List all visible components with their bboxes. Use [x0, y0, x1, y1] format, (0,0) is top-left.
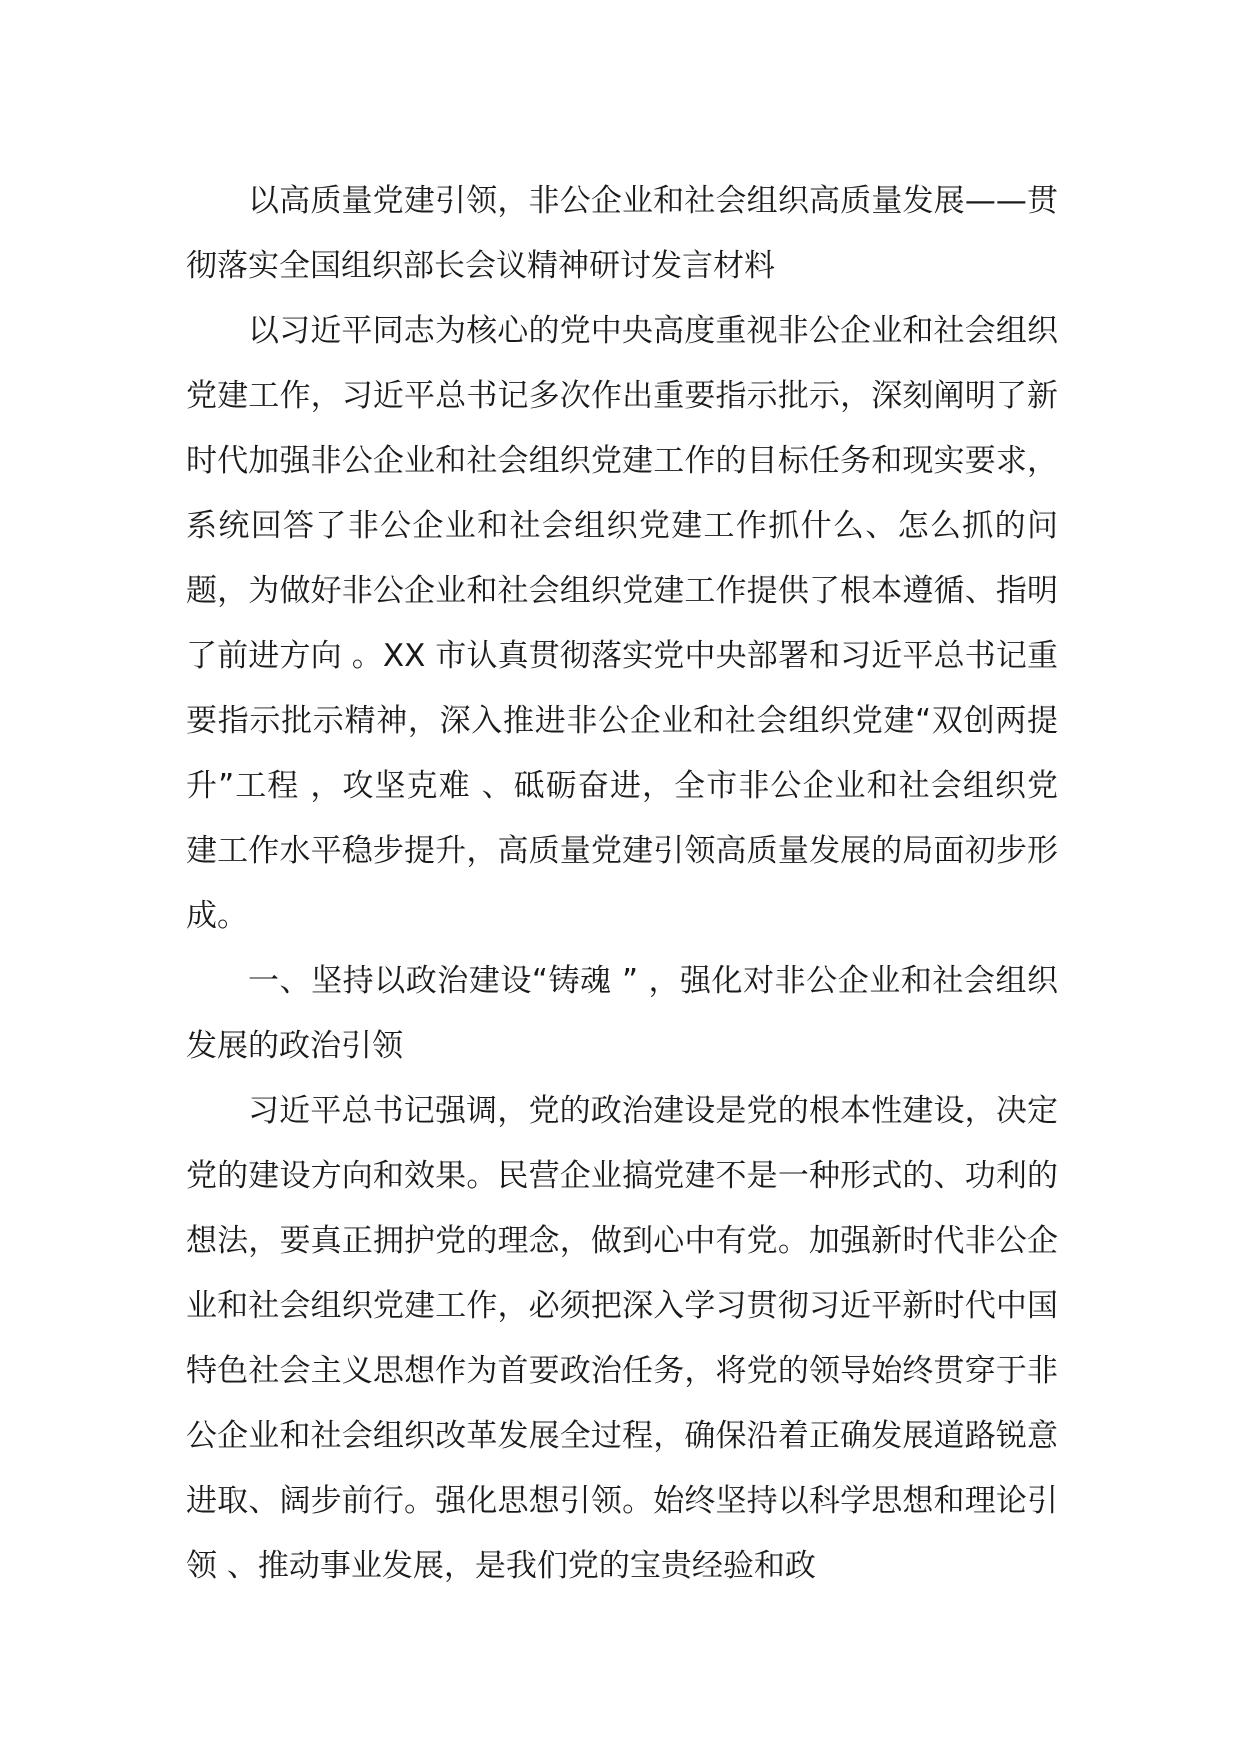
intro-paragraph: 以习近平同志为核心的党中央高度重视非公企业和社会组织党建工作，习近平总书记多次作出重要指示批示，深刻阐明了新时代加强非公企业和社会组织党建工作的目标任务和现实要求，系统回答了非公企业和社会组织党建工作抓什么、怎么抓的问题，为做好非公企业和社会组织党建工作提供了根本遵循、指明了前进方向 。XX 市认真贯彻落实党中央部署和习近平总书记重要指示批示精神，深入推进非公企业和社会组织党建“双创两提升”工程 ，攻坚克难 、砥砺奋进，全市非公企业和社会组织党建工作水平稳步提升，高质量党建引领高质量发展的局面初步形成。	[186, 313, 1058, 934]
section-paragraph: 习近平总书记强调，党的政治建设是党的根本性建设，决定党的建设方向和效果。民营企业搞党建不是一种形式的、功利的想法，要真正拥护党的理念，做到心中有党。加强新时代非公企业和社会组织党建工作，必须把深入学习贯彻习近平新时代中国特色社会主义思想作为首要政治任务，将党的领导始终贯穿于非公企业和社会组织改革发展全过程，确保沿着正确发展道路锐意进取、阔步前行。强化思想引领。始终坚持以科学思想和理论引领 、推动事业发展，是我们党的宝贵经验和政	[186, 1093, 1058, 1584]
section-heading: 一、坚持以政治建设“铸魂 ” ，强化对非公企业和社会组织发展的政治引领	[186, 963, 1058, 1064]
document-body	[186, 169, 1058, 1599]
document-title: 以高质量党建引领，非公企业和社会组织高质量发展——贯彻落实全国组织部长会议精神研讨发言材料	[186, 183, 1058, 284]
